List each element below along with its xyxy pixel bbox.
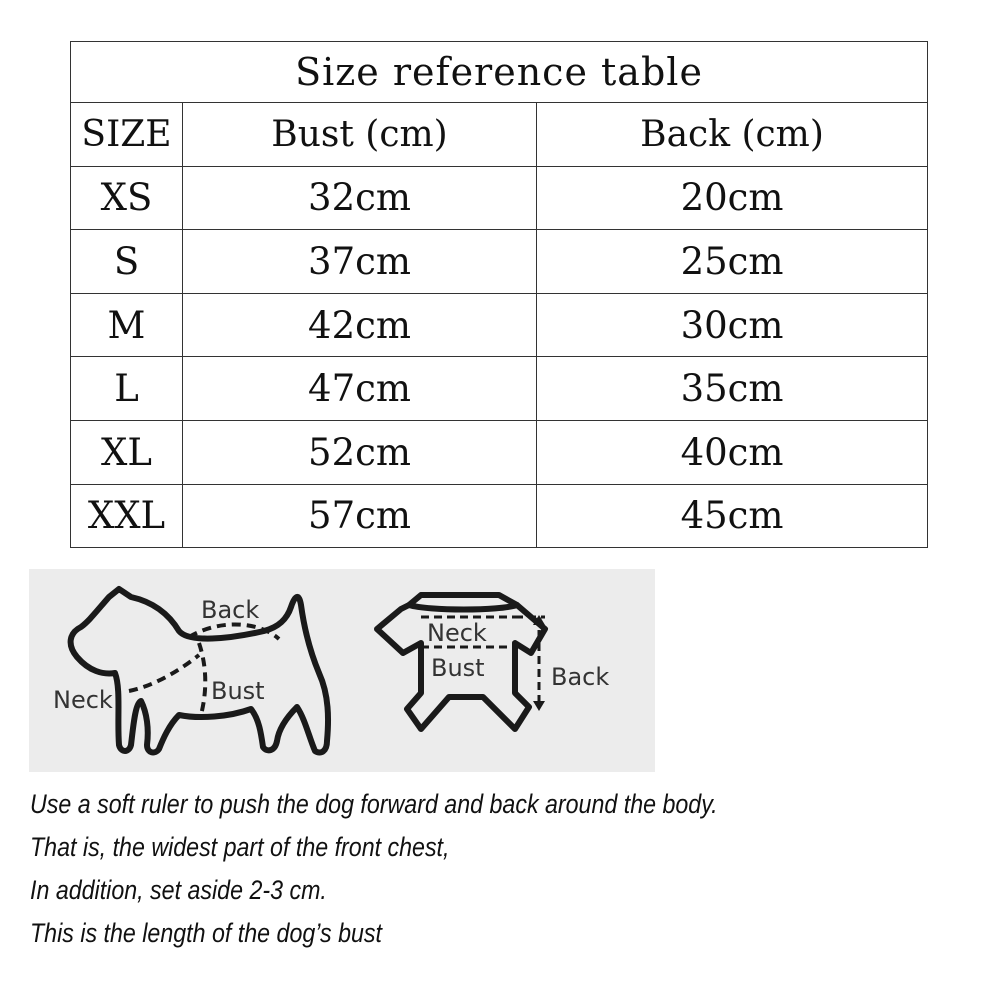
instruction-line: That is, the widest part of the front chest,	[30, 832, 450, 862]
back-cell: 45cm	[537, 484, 928, 548]
bust-cell: 42cm	[183, 293, 537, 357]
table-title: Size reference table	[71, 42, 928, 103]
dog-neck-label: Neck	[53, 686, 113, 714]
back-cell: 40cm	[537, 420, 928, 484]
size-cell: XL	[71, 420, 183, 484]
instruction-line: This is the length of the dog’s bust	[30, 918, 382, 948]
bust-cell: 32cm	[183, 166, 537, 230]
table-row	[71, 484, 928, 548]
dog-bust-label: Bust	[211, 677, 265, 705]
size-reference-table	[70, 41, 928, 548]
back-cell: 35cm	[537, 357, 928, 421]
size-cell: XS	[71, 166, 183, 230]
size-cell: XXL	[71, 484, 183, 548]
garment-bust-label: Bust	[431, 654, 485, 682]
table-row	[71, 420, 928, 484]
measuring-instructions	[30, 783, 847, 955]
size-cell: S	[71, 230, 183, 294]
measurement-diagram-svg	[29, 569, 655, 772]
table-row	[71, 293, 928, 357]
instruction-line: Use a soft ruler to push the dog forward and back around the body.	[30, 789, 718, 819]
column-header-back: Back (cm)	[537, 103, 928, 167]
bust-cell: 57cm	[183, 484, 537, 548]
dog-side-illustration	[71, 589, 328, 753]
garment-back-label: Back	[551, 663, 610, 691]
size-cell: M	[71, 293, 183, 357]
table-title-row	[71, 42, 928, 103]
instruction-line: In addition, set aside 2-3 cm.	[30, 875, 327, 905]
back-cell: 25cm	[537, 230, 928, 294]
table-row	[71, 230, 928, 294]
size-cell: L	[71, 357, 183, 421]
table-row	[71, 357, 928, 421]
garment-neck-label: Neck	[427, 619, 487, 647]
table-row	[71, 166, 928, 230]
back-cell: 20cm	[537, 166, 928, 230]
bust-cell: 37cm	[183, 230, 537, 294]
table-header-row	[71, 103, 928, 167]
dog-back-label: Back	[201, 596, 260, 624]
column-header-size: SIZE	[71, 103, 183, 167]
bust-cell: 52cm	[183, 420, 537, 484]
bust-cell: 47cm	[183, 357, 537, 421]
measurement-diagram	[29, 569, 655, 772]
back-cell: 30cm	[537, 293, 928, 357]
column-header-bust: Bust (cm)	[183, 103, 537, 167]
